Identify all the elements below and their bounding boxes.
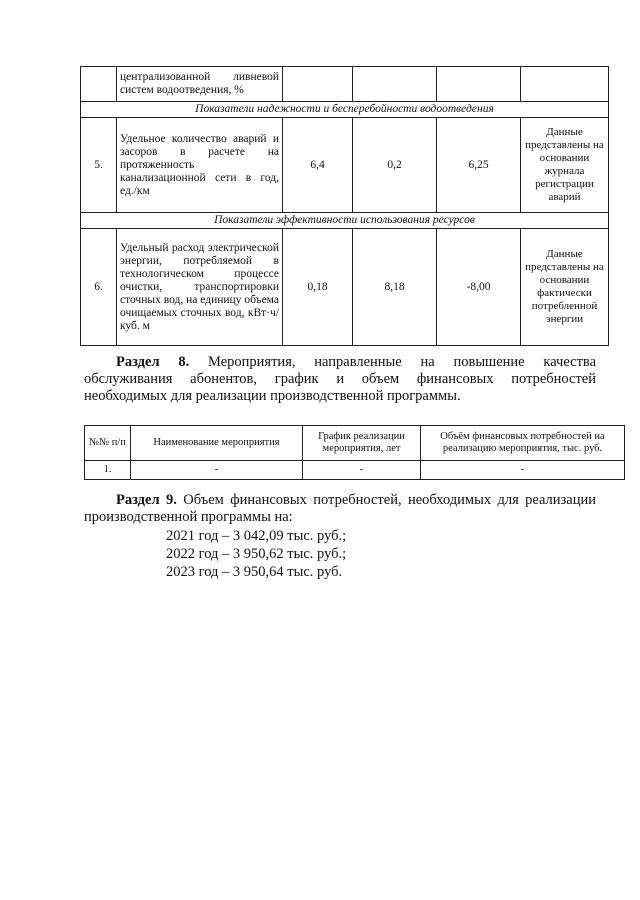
yearly-amounts-list	[166, 527, 346, 581]
list-item: 2023 год – 3 950,64 тыс. руб.	[166, 564, 343, 580]
measures-table	[84, 425, 625, 480]
section-8-label: Раздел 8.	[116, 354, 190, 370]
section-8-paragraph	[84, 354, 596, 405]
value-cell	[437, 67, 521, 102]
value-cell	[283, 67, 353, 102]
list-item: 2022 год – 3 950,62 тыс. руб.;	[166, 546, 347, 562]
value-cell: 6,25	[437, 118, 521, 213]
note-cell: Данные представлены на основании журнала регистрации аварий	[521, 118, 609, 213]
table-cell: -	[421, 461, 625, 480]
column-header: №№ п/п	[85, 426, 131, 461]
section-9-paragraph	[84, 492, 596, 526]
value-cell: 8,18	[353, 229, 437, 346]
column-header: График реализации мероприятия, лет	[303, 426, 421, 461]
value-cell	[353, 67, 437, 102]
table-header-row	[85, 426, 625, 461]
section-8-text: Мероприятия, направленные на повышение качества обслуживания абонентов, график и объем финансовых потребностей необходимых для реализации производственной программы.	[84, 354, 597, 404]
table-row	[81, 67, 609, 102]
table-row	[81, 229, 609, 346]
section-9-label: Раздел 9.	[116, 492, 177, 508]
value-cell: 6,4	[283, 118, 353, 213]
row-number-cell: 5.	[81, 118, 117, 213]
value-cell: 0,2	[353, 118, 437, 213]
section-header-efficiency: Показатели эффективности использования ресурсов	[81, 213, 609, 229]
table-row	[85, 461, 625, 480]
indicators-table	[80, 66, 609, 346]
section-header-row	[81, 102, 609, 118]
row-number-cell: 6.	[81, 229, 117, 346]
table-cell: -	[303, 461, 421, 480]
note-cell	[521, 67, 609, 102]
section-header-row	[81, 213, 609, 229]
value-cell: 0,18	[283, 229, 353, 346]
value-cell: -8,00	[437, 229, 521, 346]
table-cell: -	[131, 461, 303, 480]
column-header: Наименование мероприятия	[131, 426, 303, 461]
list-item: 2021 год – 3 042,09 тыс. руб.;	[166, 528, 347, 544]
column-header: Объём финансовых потребностей на реализацию мероприятия, тыс. руб.	[421, 426, 625, 461]
section-header-reliability: Показатели надежности и бесперебойности водоотведения	[81, 102, 609, 118]
indicator-name-cell: Удельный расход электрической энергии, потребляемой в технологическом процессе очистки, транспортировки сточных вод, на единицу объема очищаемых сточных вод, кВт·ч/куб. м	[117, 229, 283, 346]
table-row	[81, 118, 609, 213]
indicator-name-cell: централизованной ливневой систем водоотведения, %	[117, 67, 283, 102]
indicator-name-cell: Удельное количество аварий и засоров в расчете на протяженность канализационной сети в год, ед./км	[117, 118, 283, 213]
row-number-cell	[81, 67, 117, 102]
section-9-text: Объем финансовых потребностей, необходимых для реализации производственной программы на:	[84, 492, 596, 525]
table-cell: 1.	[85, 461, 131, 480]
note-cell: Данные представлены на основании фактически потребленной энергии	[521, 229, 609, 346]
